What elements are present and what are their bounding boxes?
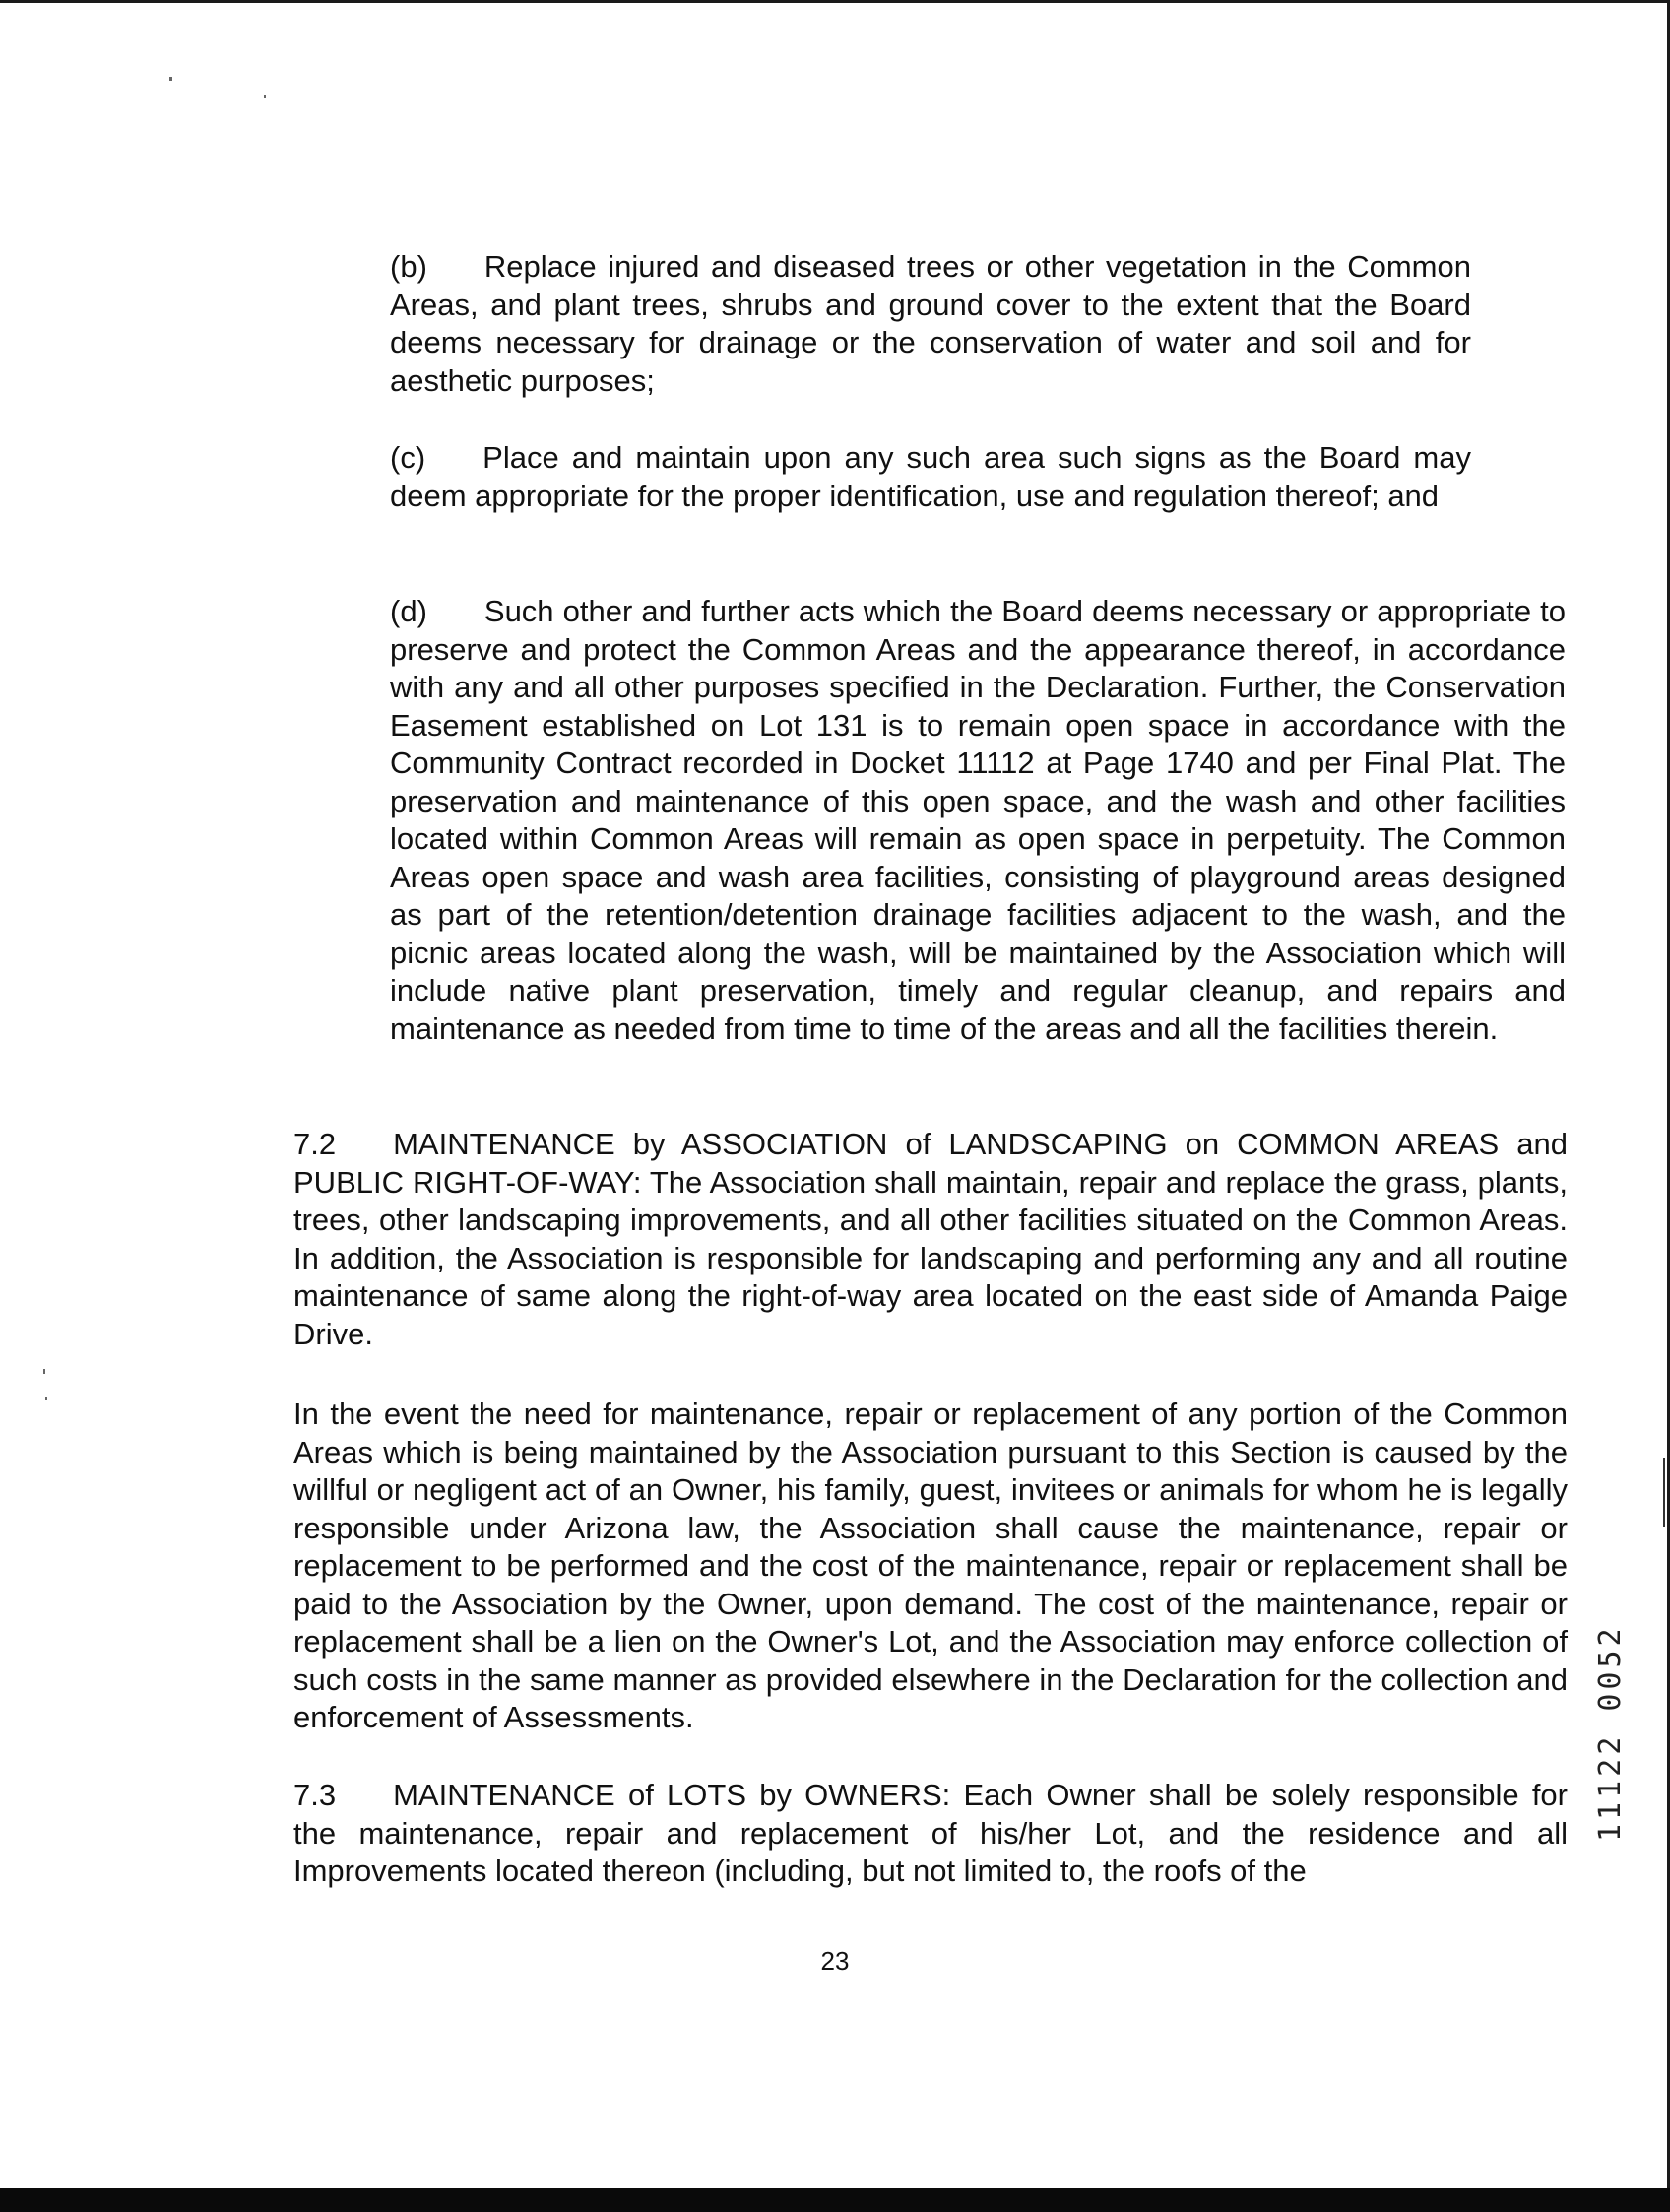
section-text: MAINTENANCE of LOTS by OWNERS: Each Owner shall be solely responsible for the maintenance, repair and replacement of his/her Lot, and the residence and all Improvements located thereon (including, but not limited to, the roofs of the xyxy=(293,1778,1568,1888)
paragraph-label: (d) xyxy=(390,594,427,628)
scan-speck xyxy=(43,1369,45,1374)
section-7-2 xyxy=(195,1126,1568,1353)
scan-speck xyxy=(264,95,266,98)
paragraph-label: (c) xyxy=(390,440,426,475)
paragraph-text: Replace injured and diseased trees or other vegetation in the Common Areas, and plant trees, shrubs and ground cover to the extent that the Board deems necessary for drainage or the conservation of water and soil and for aesthetic purposes; xyxy=(390,249,1471,398)
paragraph-event-maintenance xyxy=(195,1396,1568,1737)
paragraph-label: (b) xyxy=(390,249,427,284)
docket-stamp: 11122 0052 xyxy=(1593,1624,1628,1843)
page-number: 23 xyxy=(820,1946,850,1976)
scan-speck xyxy=(169,77,172,81)
scan-border-top xyxy=(0,0,1670,3)
section-number: 7.2 xyxy=(293,1127,337,1161)
paragraph-text: Such other and further acts which the Board deems necessary or appropriate to preserve and protect the Common Areas and the appearance thereof, in accordance with any and all other purposes specified in the Declaration. Further, the Conservation Easement established on Lot 131 is to remain open space in accordance with the Community Contract recorded in Docket 11112 at Page 1740 and per Final Plat. The preservation and maintenance of this open space, and the wash and other facilities located within Common Areas will remain as open space in perpetuity. The Common Areas open space and wash area facilities, consisting of playground areas designed as part of the retention/detention drainage facilities adjacent to the wash, and the picnic areas located along the wash, will be maintained by the Association which will include native plant preservation, timely and regular cleanup, and repairs and maintenance as needed from time to time of the areas and all the facilities therein. xyxy=(390,594,1566,1046)
paragraph-b xyxy=(293,248,1471,400)
section-7-3 xyxy=(195,1777,1568,1891)
scan-speck xyxy=(45,1397,47,1400)
paragraph-text: In the event the need for maintenance, repair or replacement of any portion of the Common Areas which is being maintained by the Association pursuant to this Section is caused by the willful or negligent act of an Owner, his family, guest, invitees or animals for whom he is legally responsible under Arizona law, the Association shall cause the maintenance, repair or replacement to be performed and the cost of the maintenance, repair or replacement shall be paid to the Association by the Owner, upon demand. The cost of the maintenance, repair or replacement shall be a lien on the Owner's Lot, and the Association may enforce collection of such costs in the same manner as provided elsewhere in the Declaration for the collection and enforcement of Assessments. xyxy=(293,1397,1568,1734)
section-text: MAINTENANCE by ASSOCIATION of LANDSCAPING on COMMON AREAS and PUBLIC RIGHT-OF-WAY: The Association shall maintain, repair and replace the grass, plants, trees, other landscaping improvements, and all other facilities situated on the Common Areas. In addition, the Association is responsible for landscaping and performing any and all routine maintenance of same along the right-of-way area located on the east side of Amanda Paige Drive. xyxy=(293,1127,1568,1351)
scan-border-bottom xyxy=(0,2188,1670,2212)
paragraph-text: Place and maintain upon any such area such signs as the Board may deem appropriate for the proper identification, use and regulation thereof; and xyxy=(390,440,1471,513)
scan-margin-line xyxy=(1663,1458,1665,1527)
paragraph-c xyxy=(293,439,1471,515)
paragraph-d xyxy=(293,593,1566,1048)
section-number: 7.3 xyxy=(293,1778,337,1812)
